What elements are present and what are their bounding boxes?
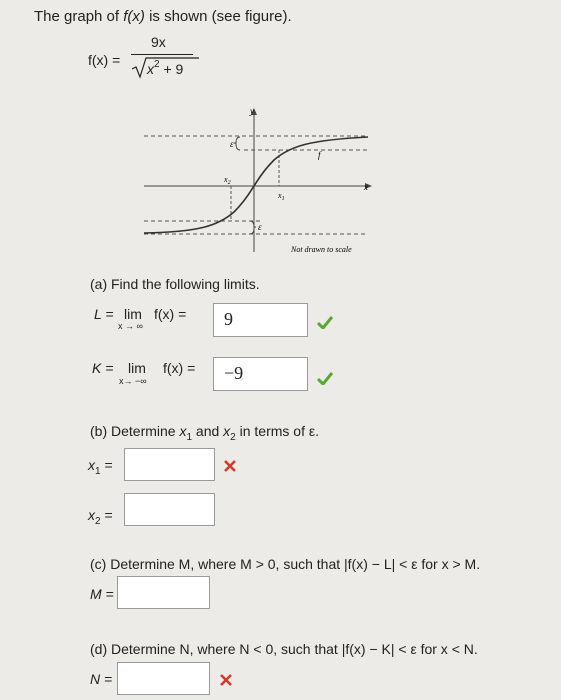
- x2-label: $x_2$: [224, 175, 231, 186]
- x2-input[interactable]: [124, 493, 215, 526]
- limit-K-lim: lim: [128, 360, 146, 376]
- N-input[interactable]: [117, 662, 210, 695]
- M-input[interactable]: [117, 576, 210, 609]
- epsilon-brace-top: [234, 137, 240, 150]
- part-b-heading: (b) Determine $x_1$ and $x_2$ in terms of ε.: [90, 423, 319, 443]
- x1-input[interactable]: [124, 448, 215, 481]
- part-c-heading: (c) Determine M, where M > 0, such that |f(x) − L| < ε for x > M.: [90, 556, 481, 572]
- epsilon-brace-bottom: [250, 221, 256, 234]
- limit-K-prefix: K =: [92, 360, 114, 376]
- limit-L-lim: lim: [124, 306, 142, 322]
- formula-lhs: f(x) =: [88, 52, 121, 68]
- function-label: f: [318, 150, 321, 160]
- limit-K-input[interactable]: −9: [213, 357, 308, 391]
- limit-K-fx: f(x) =: [163, 360, 196, 376]
- part-a-heading: (a) Find the following limits.: [90, 276, 260, 292]
- N-label: N =: [90, 671, 113, 687]
- check-icon: [317, 372, 333, 385]
- limit-L-prefix: L =: [94, 306, 114, 322]
- limit-L-fx: f(x) =: [154, 306, 187, 322]
- limit-K-sub: x→ −∞: [119, 376, 147, 386]
- formula-numerator: 9x: [151, 34, 166, 50]
- intro-text: The graph of f(x) is shown (see figure).: [34, 8, 292, 25]
- check-icon: [317, 316, 333, 329]
- limit-L-input[interactable]: 9: [213, 303, 308, 337]
- cross-icon: [224, 460, 236, 472]
- cross-icon: [220, 674, 232, 686]
- not-to-scale-note: Not drawn to scale: [291, 245, 352, 254]
- x2-label: $x_2$ =: [88, 507, 113, 527]
- limit-L-sub: x → ∞: [118, 321, 143, 331]
- part-d-heading: (d) Determine N, where N < 0, such that |f(x) − K| < ε for x < N.: [90, 641, 478, 657]
- formula-denominator: $x^2 + 9$: [147, 59, 184, 77]
- x1-label: $x_1$ =: [88, 457, 113, 477]
- fraction-bar: [131, 54, 193, 55]
- y-axis-label: y: [250, 106, 254, 116]
- epsilon-bottom-label: ε: [258, 222, 262, 232]
- function-curve: [144, 137, 368, 233]
- M-label: M =: [90, 586, 114, 602]
- x-axis-label: x: [364, 182, 368, 192]
- graph-figure: [138, 102, 378, 257]
- x1-label: $x_1$: [278, 191, 285, 202]
- epsilon-top-label: ε: [230, 139, 234, 149]
